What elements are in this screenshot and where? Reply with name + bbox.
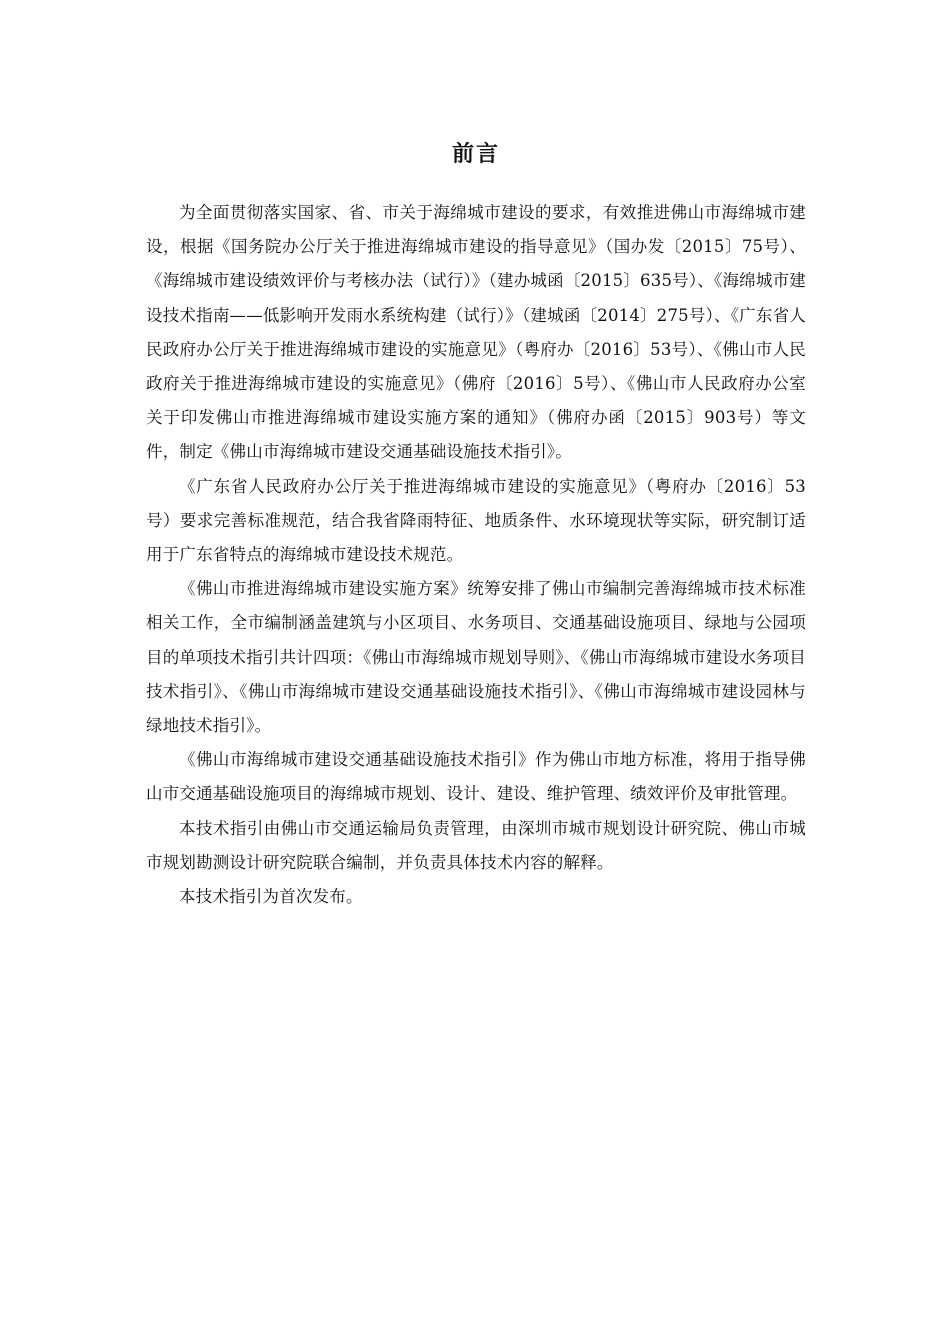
paragraph-5: 本技术指引由佛山市交通运输局负责管理，由深圳市城市规划设计研究院、佛山市城市规划勘测设计研究院联合编制，并负责具体技术内容的解释。 (146, 818, 806, 872)
paragraph-2: 《广东省人民政府办公厅关于推进海绵城市建设的实施意见》（粤府办〔2016〕53号）要求完善标准规范，结合我省降雨特征、地质条件、水环境现状等实际，研究制订适用于广东省特点的海绵城市建设技术规范。 (146, 476, 806, 565)
paragraph-1: 为全面贯彻落实国家、省、市关于海绵城市建设的要求，有效推进佛山市海绵城市建设，根据《国务院办公厅关于推进海绵城市建设的指导意见》（国办发〔2015〕75号）、《海绵城市建设绩效评价与考核办法（试行）》（建办城函〔2015〕635号）、《海绵城市建设技术指南——低影响开发雨水系统构建（试行）》（建城函〔2014〕275号）、《广东省人民政府办公厅关于推进海绵城市建设的实施意见》（粤府办〔2016〕53号）、《佛山市人民政府关于推进海绵城市建设的实施意见》（佛府〔2016〕5号）、《佛山市人民政府办公室关于印发佛山市推进海绵城市建设实施方案的通知》（佛府办函〔2015〕903号）等文件，制定《佛山市海绵城市建设交通基础设施技术指引》。 (146, 203, 806, 462)
paragraph-3: 《佛山市推进海绵城市建设实施方案》统筹安排了佛山市编制完善海绵城市技术标准相关工作，全市编制涵盖建筑与小区项目、水务项目、交通基础设施项目、绿地与公园项目的单项技术指引共计四项：《佛山市海绵城市规划导则》、《佛山市海绵城市建设水务项目技术指引》、《佛山市海绵城市建设交通基础设施技术指引》、《佛山市海绵城市建设园林与绿地技术指引》。 (146, 579, 806, 736)
paragraph-4: 《佛山市海绵城市建设交通基础设施技术指引》作为佛山市地方标准，将用于指导佛山市交通基础设施项目的海绵城市规划、设计、建设、维护管理、绩效评价及审批管理。 (146, 750, 806, 804)
document-page (146, 140, 806, 914)
page-title: 前言 (451, 142, 500, 167)
paragraph-6: 本技术指引为首次发布。 (179, 887, 363, 907)
